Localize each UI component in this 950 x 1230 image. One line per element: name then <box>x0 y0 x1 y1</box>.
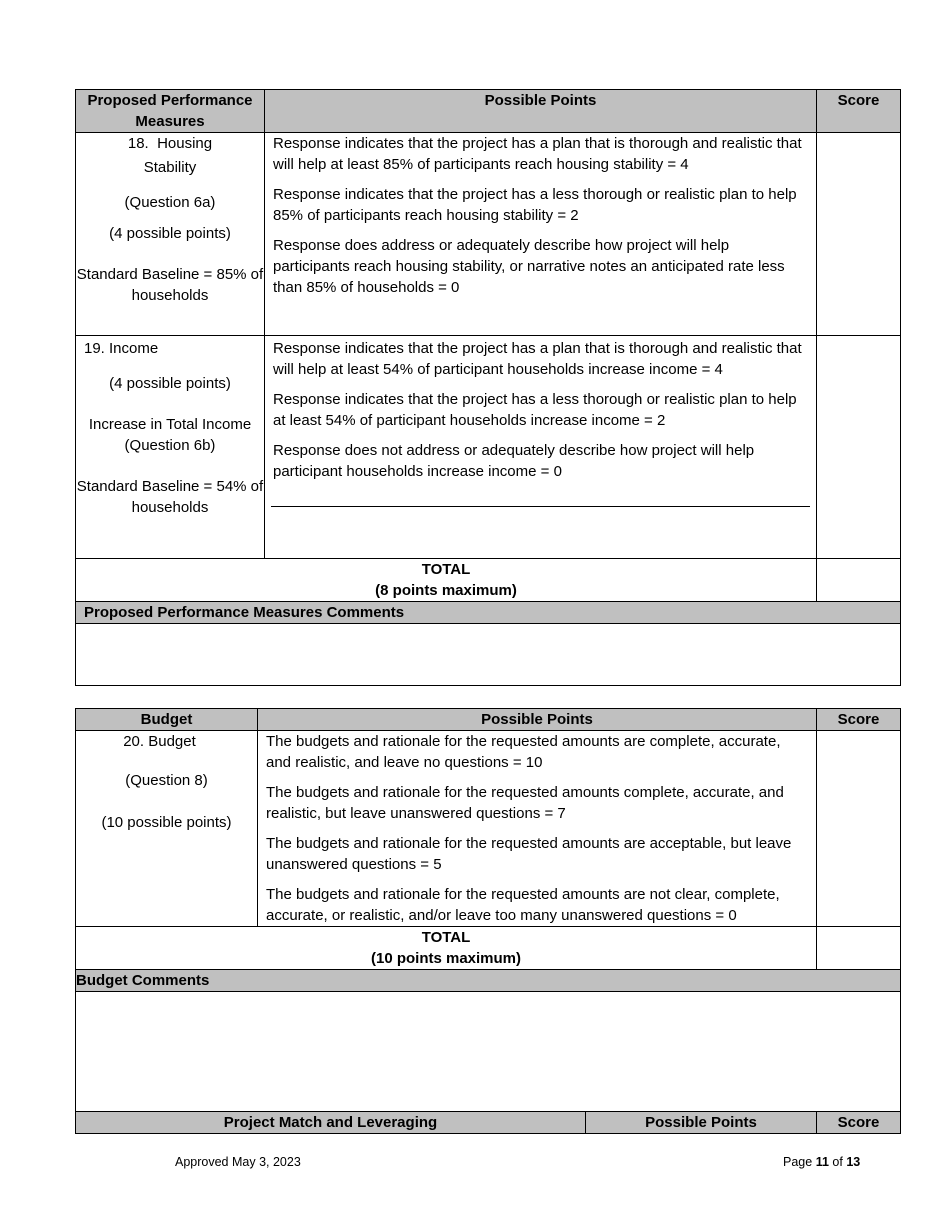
header-budget: Budget <box>76 709 258 731</box>
row20-criteria-cell <box>258 731 817 927</box>
row18-question: (Question 6a) <box>124 194 216 211</box>
header-possible-points: Possible Points <box>258 709 817 731</box>
row19-score-cell[interactable] <box>817 336 901 559</box>
row20-question: (Question 8) <box>125 772 208 789</box>
row20-criterion: The budgets and rationale for the requested amounts are not clear, complete, accurate, or realistic, and/or leave too many unanswered questions = 0 <box>266 886 780 924</box>
table2-comments-area[interactable] <box>76 992 901 1113</box>
table1-total-score[interactable] <box>817 559 901 602</box>
table2-comments-header: Budget Comments <box>76 970 901 992</box>
row18-criterion: Response does address or adequately describe how project will help participants reach housing stability, or narrative notes an anticipated rate less than 85% of households = 0 <box>273 237 785 296</box>
header-score: Score <box>817 709 901 731</box>
row18-measure-cell <box>76 133 265 336</box>
row20-measure-cell <box>76 731 258 927</box>
row18-criterion: Response indicates that the project has a plan that is thorough and realistic that will help at least 85% of participants reach housing stability = 4 <box>273 135 802 173</box>
row20-criterion: The budgets and rationale for the requested amounts complete, accurate, and realistic, but leave unanswered questions = 7 <box>266 784 784 822</box>
row20-possible-points: (10 possible points) <box>101 814 232 831</box>
row19-criterion: Response does not address or adequately describe how project will help participant households increase income = 0 <box>273 442 755 480</box>
row19-possible-points: (4 possible points) <box>109 375 231 392</box>
row18-number: 18. <box>127 135 149 152</box>
table2-total-max: (10 points maximum) <box>370 950 522 967</box>
header-match-leveraging: Project Match and Leveraging <box>76 1112 586 1134</box>
header-possible-points: Possible Points <box>265 90 817 133</box>
row19-criterion: Response indicates that the project has a less thorough or realistic plan to help at least 54% of participant households increase income = 2 <box>273 391 797 429</box>
row20-score-cell[interactable] <box>817 731 901 927</box>
footer-of-word: of <box>832 1155 843 1169</box>
row19-increase: Increase in Total Income (Question 6b) <box>88 416 252 454</box>
table1-total-max: (8 points maximum) <box>375 582 517 599</box>
table1-total-cell <box>76 559 817 602</box>
row18-title-line2: Stability <box>143 159 197 176</box>
row18-possible-points: (4 possible points) <box>109 225 231 242</box>
performance-measures-table <box>75 89 901 686</box>
row20-criterion: The budgets and rationale for the requested amounts are acceptable, but leave unanswered questions = 5 <box>266 835 792 873</box>
header-score: Score <box>817 1112 901 1134</box>
row19-criteria-cell <box>265 336 817 559</box>
row19-baseline: Standard Baseline = 54% of households <box>76 478 264 516</box>
table1-comments-header: Proposed Performance Measures Comments <box>76 602 901 624</box>
table1-comments-area[interactable] <box>76 624 901 686</box>
footer-page-word: Page <box>783 1155 813 1169</box>
match-leveraging-table <box>75 1111 901 1134</box>
row19-criterion: Response indicates that the project has a plan that is thorough and realistic that will help at least 54% of participant households increase income = 4 <box>273 340 802 378</box>
row18-score-cell[interactable] <box>817 133 901 336</box>
row19-title: 19. Income <box>84 340 159 357</box>
row20-criterion: The budgets and rationale for the requested amounts are complete, accurate, and realistic, and leave no questions = 10 <box>266 733 781 771</box>
table2-total-cell <box>76 927 817 970</box>
row18-title: Housing <box>157 135 213 152</box>
row19-divider <box>271 506 810 507</box>
header-score: Score <box>817 90 901 133</box>
table1-total-label: TOTAL <box>421 561 471 578</box>
row18-criterion: Response indicates that the project has a less thorough or realistic plan to help 85% of participants reach housing stability = 2 <box>273 186 797 224</box>
row18-criteria-cell <box>265 133 817 336</box>
row19-measure-cell <box>76 336 265 559</box>
footer-current-page: 11 <box>815 1155 829 1169</box>
footer-total-pages: 13 <box>846 1155 861 1169</box>
table2-total-label: TOTAL <box>421 929 471 946</box>
table2-total-score[interactable] <box>817 927 901 970</box>
row18-baseline: Standard Baseline = 85% of households <box>76 266 264 304</box>
header-measures: Proposed Performance Measures <box>76 90 265 133</box>
footer-page-number <box>783 1155 860 1169</box>
budget-table <box>75 708 901 1113</box>
row20-title: 20. Budget <box>123 733 196 750</box>
footer-approved: Approved May 3, 2023 <box>175 1155 301 1169</box>
header-possible-points: Possible Points <box>586 1112 817 1134</box>
